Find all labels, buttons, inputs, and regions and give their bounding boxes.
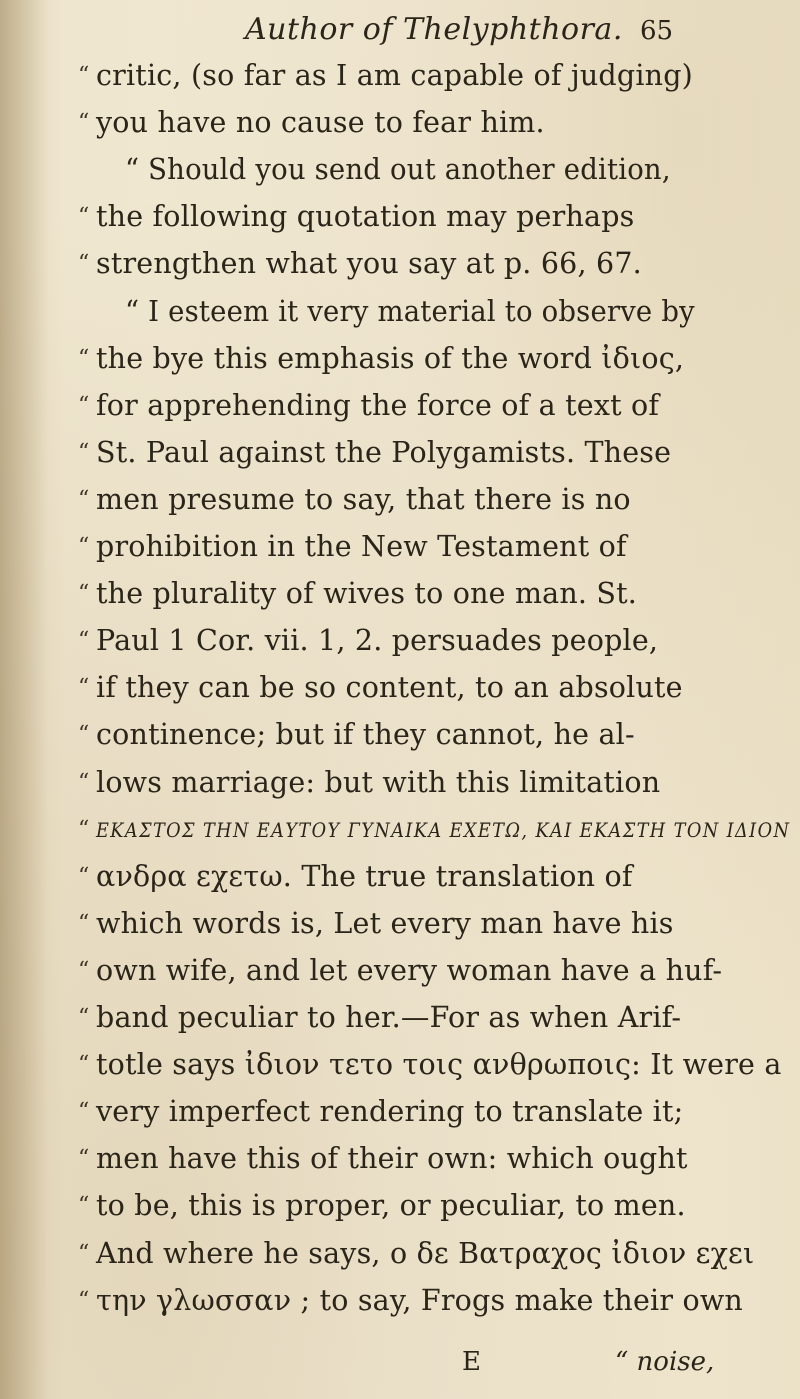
text-line: critic, (so far as I am capable of judging) (96, 59, 693, 92)
text-line: to be, this is proper, or peculiar, to men. (96, 1189, 686, 1222)
signature-mark: E (462, 1347, 481, 1377)
text-line: the bye this emphasis of the word ἰδιος, (96, 342, 685, 375)
text-line: for apprehending the force of a text of (96, 389, 660, 422)
text-line: band peculiar to her.—For as when Arif- (96, 1001, 682, 1034)
margin-quote-mark: “ (78, 440, 90, 465)
margin-quote-mark: “ (78, 251, 90, 276)
text-line: “ Should you send out another edition, (125, 153, 671, 186)
text-line: very imperfect rendering to translate it; (96, 1095, 684, 1128)
margin-quote-mark: “ (78, 722, 90, 747)
margin-quote-mark: “ (78, 628, 90, 653)
text-line: the following quotation may perhaps (96, 200, 635, 233)
margin-quote-mark: “ (78, 1288, 90, 1313)
text-line: own wife, and let every woman have a huf- (96, 954, 723, 987)
text-line: you have no cause to fear him. (96, 106, 545, 139)
text-line: ανδρα εχετω. The true translation of (96, 860, 633, 893)
text-line: which words is, Let every man have his (96, 907, 674, 940)
margin-quote-mark: “ (78, 534, 90, 559)
text-line: And where he says, ο δε Βατραχος ἰδιον εχει (96, 1237, 755, 1270)
page-number: 65 (640, 16, 674, 46)
margin-quote-mark: “ (78, 958, 90, 983)
text-line: if they can be so content, to an absolute (96, 671, 683, 704)
text-line: continence; but if they cannot, he al- (96, 718, 635, 751)
text-line: strengthen what you say at p. 66, 67. (96, 247, 642, 280)
margin-quote-mark: “ (78, 864, 90, 889)
margin-quote-mark: “ (78, 1005, 90, 1030)
text-line: την γλωσσαν ; to say, Frogs make their own (96, 1284, 743, 1317)
margin-quote-mark: “ (78, 770, 90, 795)
text-line: men presume to say, that there is no (96, 483, 631, 516)
margin-quote-mark: “ (78, 1193, 90, 1218)
text-line: lows marriage: but with this limitation (96, 766, 661, 799)
margin-quote-mark: “ (78, 487, 90, 512)
margin-quote-mark: “ (78, 675, 90, 700)
catchword: “ noise, (615, 1347, 715, 1377)
margin-quote-mark: “ (78, 1099, 90, 1124)
margin-quote-mark: “ (78, 346, 90, 371)
text-line: totle says ἰδιον τετο τοις ανθρωποις: It were a (96, 1048, 782, 1081)
margin-quote-mark: “ (78, 911, 90, 936)
margin-quote-mark: “ (78, 1241, 90, 1266)
margin-quote-mark: “ (78, 393, 90, 418)
margin-quote-mark: “ (78, 1146, 90, 1171)
text-line: Paul 1 Cor. vii. 1, 2. persuades people, (96, 624, 659, 657)
running-head: Author of Thelyphthora. (245, 12, 623, 47)
text-line: St. Paul against the Polygamists. These (96, 436, 672, 469)
margin-quote-mark: “ (78, 817, 90, 842)
text-line: “ I esteem it very material to observe by (125, 295, 695, 328)
margin-quote-mark: “ (78, 204, 90, 229)
margin-quote-mark: “ (78, 63, 90, 88)
margin-quote-mark: “ (78, 110, 90, 135)
margin-quote-mark: “ (78, 581, 90, 606)
text-line: ΕΚΑΣΤΟΣ ΤΗΝ ΕΑΥΤΟΥ ΓΥΝΑΙΚΑ ΕΧΕΤΩ, ΚΑΙ ΕΚΑΣΤΗ ΤΟΝ ΙΔΙΟΝ (96, 818, 791, 842)
margin-quote-mark: “ (78, 1052, 90, 1077)
text-line: men have this of their own: which ought (96, 1142, 688, 1175)
text-line: the plurality of wives to one man. St. (96, 577, 638, 610)
text-line: prohibition in the New Testament of (96, 530, 627, 563)
